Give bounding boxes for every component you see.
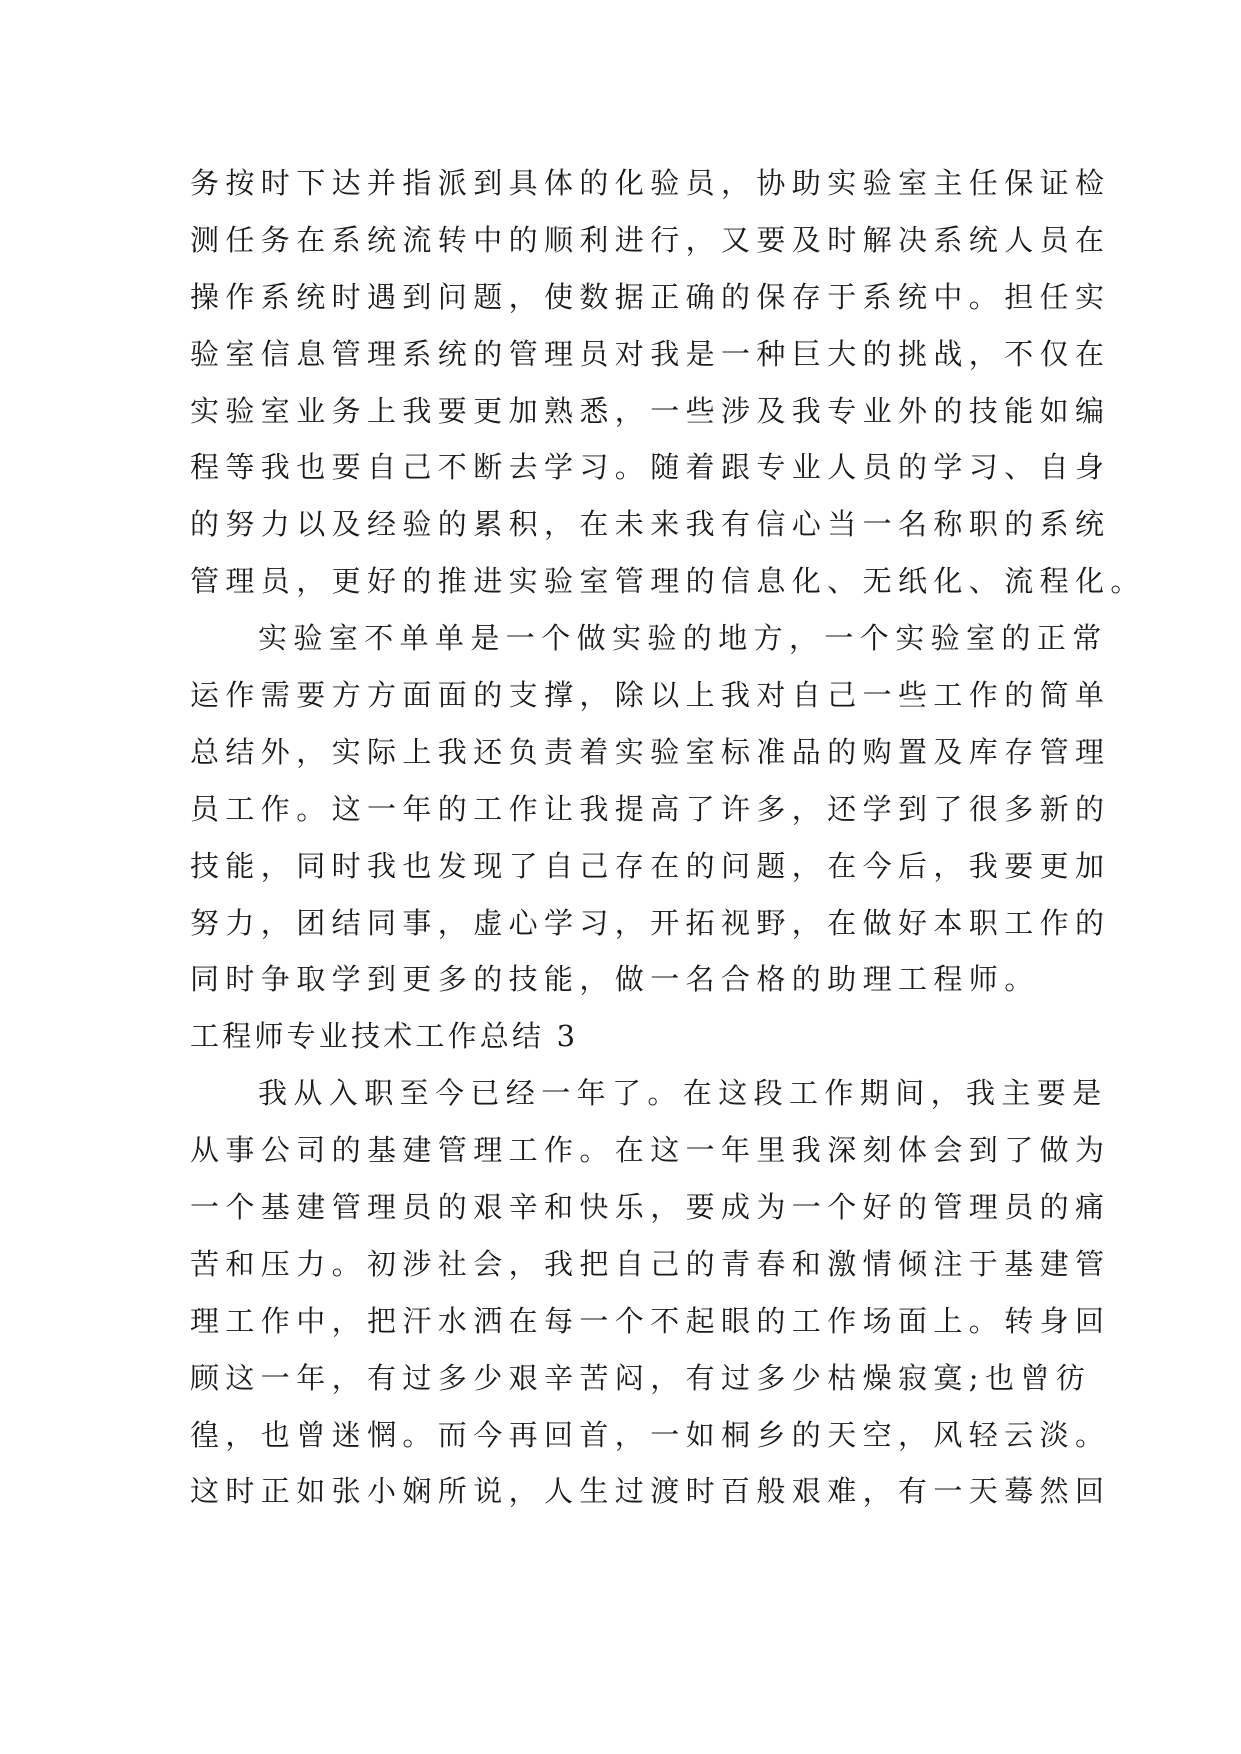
text-line: 总结外，实际上我还负责着实验室标准品的购置及库存管理 <box>190 734 1111 769</box>
text-line: 实验室业务上我要更加熟悉，一些涉及我专业外的技能如编 <box>190 393 1111 428</box>
text-line: 一个基建管理员的艰辛和快乐，要成为一个好的管理员的痛 <box>190 1190 1111 1225</box>
text-line: 务按时下达并指派到具体的化验员，协助实验室主任保证检 <box>190 166 1111 200</box>
section-heading: 工程师专业技术工作总结 3 <box>190 1019 579 1054</box>
paragraph-first-line: 实验室不单单是一个做实验的地方，一个实验室的正常 <box>258 621 1108 656</box>
text-line: 徨，也曾迷惘。而今再回首，一如桐乡的天空，风轻云淡。 <box>190 1417 1111 1452</box>
text-line: 苦和压力。初涉社会，我把自己的青春和激情倾注于基建管 <box>190 1246 1111 1281</box>
body-text <box>190 155 1146 1520</box>
text-line: 操作系统时遇到问题，使数据正确的保存于系统中。担任实 <box>190 279 1111 314</box>
text-line: 管理员，更好的推进实验室管理的信息化、无纸化、流程化。 <box>190 564 1146 599</box>
text-line: 程等我也要自己不断去学习。随着跟专业人员的学习、自身 <box>190 450 1111 485</box>
text-line: 从事公司的基建管理工作。在这一年里我深刻体会到了做为 <box>190 1133 1111 1168</box>
text-line: 员工作。这一年的工作让我提高了许多，还学到了很多新的 <box>190 791 1111 826</box>
text-line: 技能，同时我也发现了自己存在的问题，在今后，我要更加 <box>190 848 1111 883</box>
text-line: 努力，团结同事，虚心学习，开拓视野，在做好本职工作的 <box>190 905 1111 940</box>
text-line: 验室信息管理系统的管理员对我是一种巨大的挑战，不仅在 <box>190 336 1111 371</box>
text-line: 测任务在系统流转中的顺利进行，又要及时解决系统人员在 <box>190 222 1111 257</box>
text-line: 的努力以及经验的累积，在未来我有信心当一名称职的系统 <box>190 507 1111 542</box>
text-line: 顾这一年，有过多少艰辛苦闷，有过多少枯燥寂寞;也曾彷 <box>190 1360 1092 1395</box>
text-line: 运作需要方方面面的支撑，除以上我对自己一些工作的简单 <box>190 678 1111 713</box>
text-line: 同时争取学到更多的技能，做一名合格的助理工程师。 <box>190 962 1040 997</box>
text-line: 这时正如张小娴所说，人生过渡时百般艰难，有一天蓦然回 <box>190 1474 1111 1509</box>
text-line: 理工作中，把汗水洒在每一个不起眼的工作场面上。转身回 <box>190 1303 1111 1338</box>
paragraph-first-line: 我从入职至今已经一年了。在这段工作期间，我主要是 <box>258 1076 1108 1111</box>
